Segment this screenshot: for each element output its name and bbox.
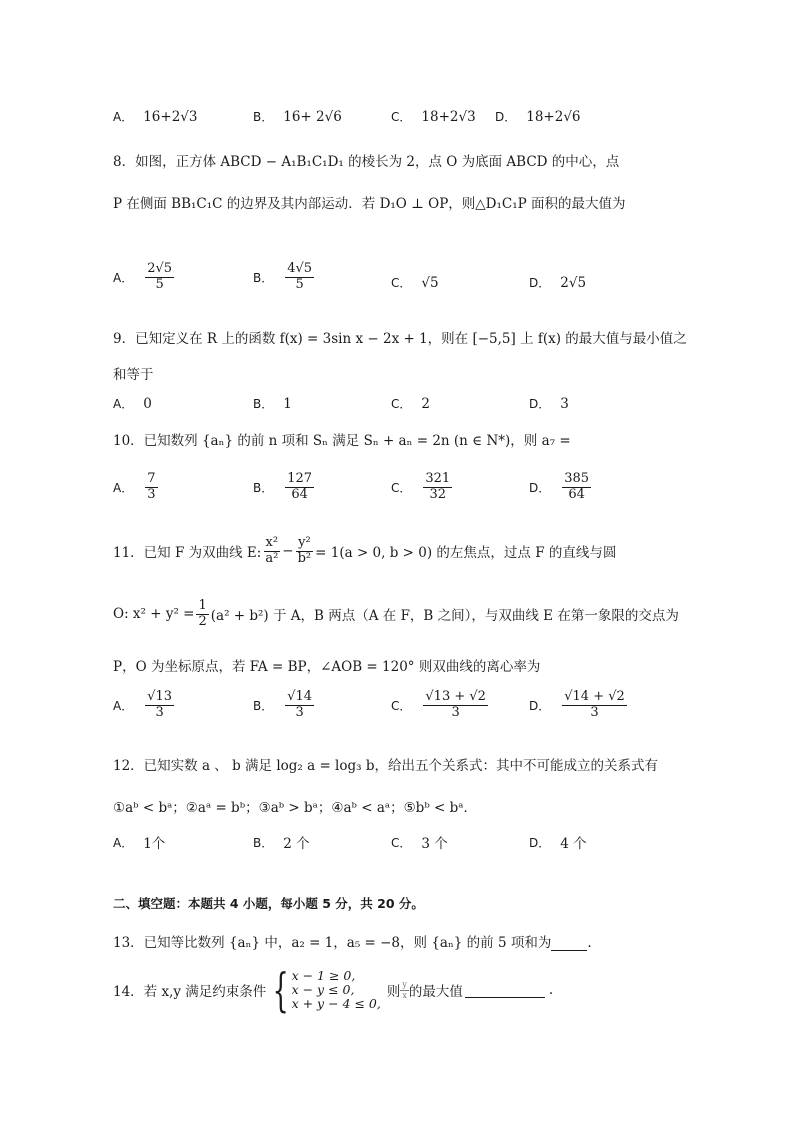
option-label: B． (253, 110, 274, 124)
fraction-denominator: 3 (451, 704, 460, 720)
option-label: B． (253, 480, 274, 495)
fraction-denominator: 3 (147, 486, 156, 502)
option-label: A． (113, 270, 134, 285)
q11-line1-pre: 11．已知 F 为双曲线 E: (113, 545, 262, 562)
q14-then: 则 (386, 984, 401, 1000)
fraction-numerator: x² (265, 535, 279, 550)
q10-option-c (391, 472, 454, 503)
fraction-denominator: 3 (590, 704, 599, 720)
option-text: 3 个 (421, 836, 448, 852)
option-text: 4 个 (560, 836, 587, 852)
option-label: C． (391, 835, 412, 850)
fraction-numerator: 321 (425, 471, 451, 486)
option-fraction (145, 262, 174, 293)
q11-stem-line2 (113, 599, 679, 630)
option-fraction (423, 690, 488, 721)
fraction-denominator: x (402, 990, 407, 1000)
option-label: D． (529, 397, 551, 411)
fraction-denominator: 5 (295, 276, 304, 292)
q11-option-d (529, 690, 629, 721)
q8-option-d (529, 274, 586, 291)
fraction-numerator: 2√5 (147, 261, 173, 276)
q8-stem-line1: 8．如图，正方体 ABCD − A₁B₁C₁D₁ 的棱长为 2，点 O 为底面 ABCD 的中心，点 (113, 154, 620, 170)
option-label: A． (113, 480, 134, 495)
option-fraction (285, 690, 314, 721)
left-brace: { (272, 963, 289, 1017)
q14-period: . (548, 982, 554, 998)
option-text: 0 (143, 395, 152, 412)
fraction-numerator: √13 (147, 689, 173, 704)
q11-option-c (391, 690, 490, 721)
option-text: 1个 (143, 836, 166, 852)
q12-option-d (529, 832, 587, 852)
option-label: B． (253, 397, 274, 411)
q9-option-b (253, 395, 292, 412)
q12-option-a (113, 832, 165, 852)
option-label: C． (391, 698, 412, 713)
q13-stem (113, 931, 592, 951)
option-label: A． (113, 698, 134, 713)
q12-stem-line2: ①aᵇ < bᵃ；②aᵃ = bᵇ；③aᵇ > bᵃ；④aᵇ < aᵃ；⑤bᵇ < bᵃ． (113, 800, 477, 816)
fraction-numerator: 4√5 (287, 261, 313, 276)
constraint-row: x + y − 4 ≤ 0, (291, 996, 381, 1011)
q14-text: 14．若 x,y 满足约束条件 (113, 984, 267, 1000)
constraint-row: x − y ≤ 0, (291, 982, 355, 997)
option-label: A． (113, 110, 134, 124)
q7-option-d (495, 108, 581, 125)
fraction-numerator: 7 (147, 471, 156, 486)
option-label: A． (113, 397, 134, 411)
fraction-numerator: √14 + √2 (564, 689, 625, 704)
fraction-denominator: 5 (155, 276, 164, 292)
q8-option-b (253, 262, 316, 293)
option-label: B． (253, 835, 274, 850)
q9-stem-line2: 和等于 (113, 367, 154, 383)
q12-stem-line1: 12．已知实数 a 、 b 满足 log₂ a = log₃ b，给出五个关系式：其中不可能成立的关系式有 (113, 758, 658, 774)
q7-option-b (253, 108, 342, 125)
option-fraction (423, 472, 452, 503)
option-fraction (562, 690, 627, 721)
q11-option-b (253, 690, 316, 721)
fraction-numerator: 127 (287, 471, 313, 486)
option-label: D． (529, 276, 551, 290)
fraction-denominator: 32 (429, 486, 447, 502)
q8-option-a (113, 262, 176, 293)
option-label: B． (253, 698, 274, 713)
answer-blank[interactable] (551, 936, 587, 951)
option-label: A． (113, 835, 134, 850)
option-fraction (285, 472, 314, 503)
answer-blank[interactable] (465, 983, 545, 998)
q13-text: 13．已知等比数列 {aₙ} 中，a₂ = 1，a₅ = −8，则 {aₙ} 的前 5 项和为 (113, 935, 552, 951)
q10-option-a (113, 472, 160, 503)
q14-stem (113, 963, 554, 1017)
q11-option-a (113, 690, 176, 721)
constraint-row: x − 1 ≥ 0, (291, 968, 356, 983)
q9-option-a (113, 395, 152, 412)
fraction-numerator: 1 (198, 598, 207, 613)
option-fraction (145, 690, 174, 721)
fraction-numerator: y (402, 980, 407, 990)
q9-stem-line1: 9．已知定义在 R 上的函数 f(x) = 3sin x − 2x + 1，则在 [−5,5] 上 f(x) 的最大值与最小值之 (113, 331, 687, 347)
q10-option-d (529, 472, 593, 503)
constraint-system (292, 969, 381, 1011)
q9-option-d (529, 395, 569, 412)
option-text: 18+2√3 (421, 108, 476, 125)
option-text: √5 (421, 274, 439, 291)
option-text: 2√5 (560, 274, 587, 291)
q12-option-b (253, 832, 310, 852)
option-text: 3 (560, 395, 569, 412)
option-label: D． (495, 110, 517, 124)
fraction-denominator: b² (297, 550, 312, 566)
q12-option-c (391, 832, 448, 852)
q10-stem: 10．已知数列 {aₙ} 的前 n 项和 Sₙ 满足 Sₙ + aₙ = 2n (n ∈ N*)，则 a₇ = (113, 433, 571, 449)
y-over-x-fraction (400, 980, 409, 999)
q11-line1-post: = 1(a > 0, b > 0) 的左焦点，过点 F 的直线与圆 (315, 545, 617, 562)
fraction-denominator: 64 (291, 486, 308, 502)
q10-option-b (253, 472, 316, 503)
q7-option-a (113, 108, 198, 125)
x-squared-over-a-squared (263, 536, 280, 567)
q11-stem-line1 (113, 536, 616, 567)
option-text: 2 个 (283, 836, 310, 852)
q14-max-value: 的最大值 (408, 984, 463, 1000)
q11-line2-pre: O: x² + y² = (113, 606, 195, 623)
fraction-numerator: y² (298, 535, 311, 550)
section-heading-fill-in: 二、填空题：本题共 4 小题，每小题 5 分，共 20 分。 (113, 896, 424, 911)
option-label: D． (529, 480, 551, 495)
fraction-denominator: 64 (568, 486, 585, 502)
option-label: C． (391, 110, 412, 124)
q8-option-c (391, 274, 439, 291)
one-half-fraction (196, 599, 208, 630)
option-text: 2 (421, 395, 430, 412)
fraction-denominator: 3 (295, 704, 304, 720)
minus-sign: − (282, 543, 294, 560)
option-fraction (285, 262, 314, 293)
option-label: D． (529, 698, 551, 713)
option-fraction (145, 472, 157, 503)
option-text: 18+2√6 (526, 108, 581, 125)
option-text: 16+2√3 (143, 108, 198, 125)
option-label: C． (391, 397, 412, 411)
option-label: D． (529, 835, 551, 850)
q7-option-c (391, 108, 476, 125)
y-squared-over-b-squared (296, 536, 314, 567)
option-fraction (562, 472, 591, 503)
q11-stem-line3: P，O 为坐标原点，若 FA = BP，∠AOB = 120° 则双曲线的离心率为 (113, 659, 541, 675)
option-label: C． (391, 480, 412, 495)
fraction-denominator: 3 (155, 704, 164, 720)
option-label: B． (253, 270, 274, 285)
q11-line2-post: (a² + b²) 于 A，B 两点（A 在 F，B 之间），与双曲线 E 在第一象限的交点为 (210, 608, 679, 625)
q8-stem-line2: P 在侧面 BB₁C₁C 的边界及其内部运动．若 D₁O ⊥ OP，则△D₁C₁P 面积的最大值为 (113, 196, 626, 212)
q13-period: . (587, 935, 592, 951)
q9-option-c (391, 395, 430, 412)
fraction-denominator: 2 (198, 613, 207, 629)
fraction-numerator: 385 (564, 471, 590, 486)
fraction-numerator: √14 (287, 689, 313, 704)
option-text: 1 (283, 395, 292, 412)
option-text: 16+ 2√6 (283, 108, 342, 125)
option-label: C． (391, 276, 412, 290)
fraction-numerator: √13 + √2 (425, 689, 486, 704)
fraction-denominator: a² (265, 550, 279, 566)
